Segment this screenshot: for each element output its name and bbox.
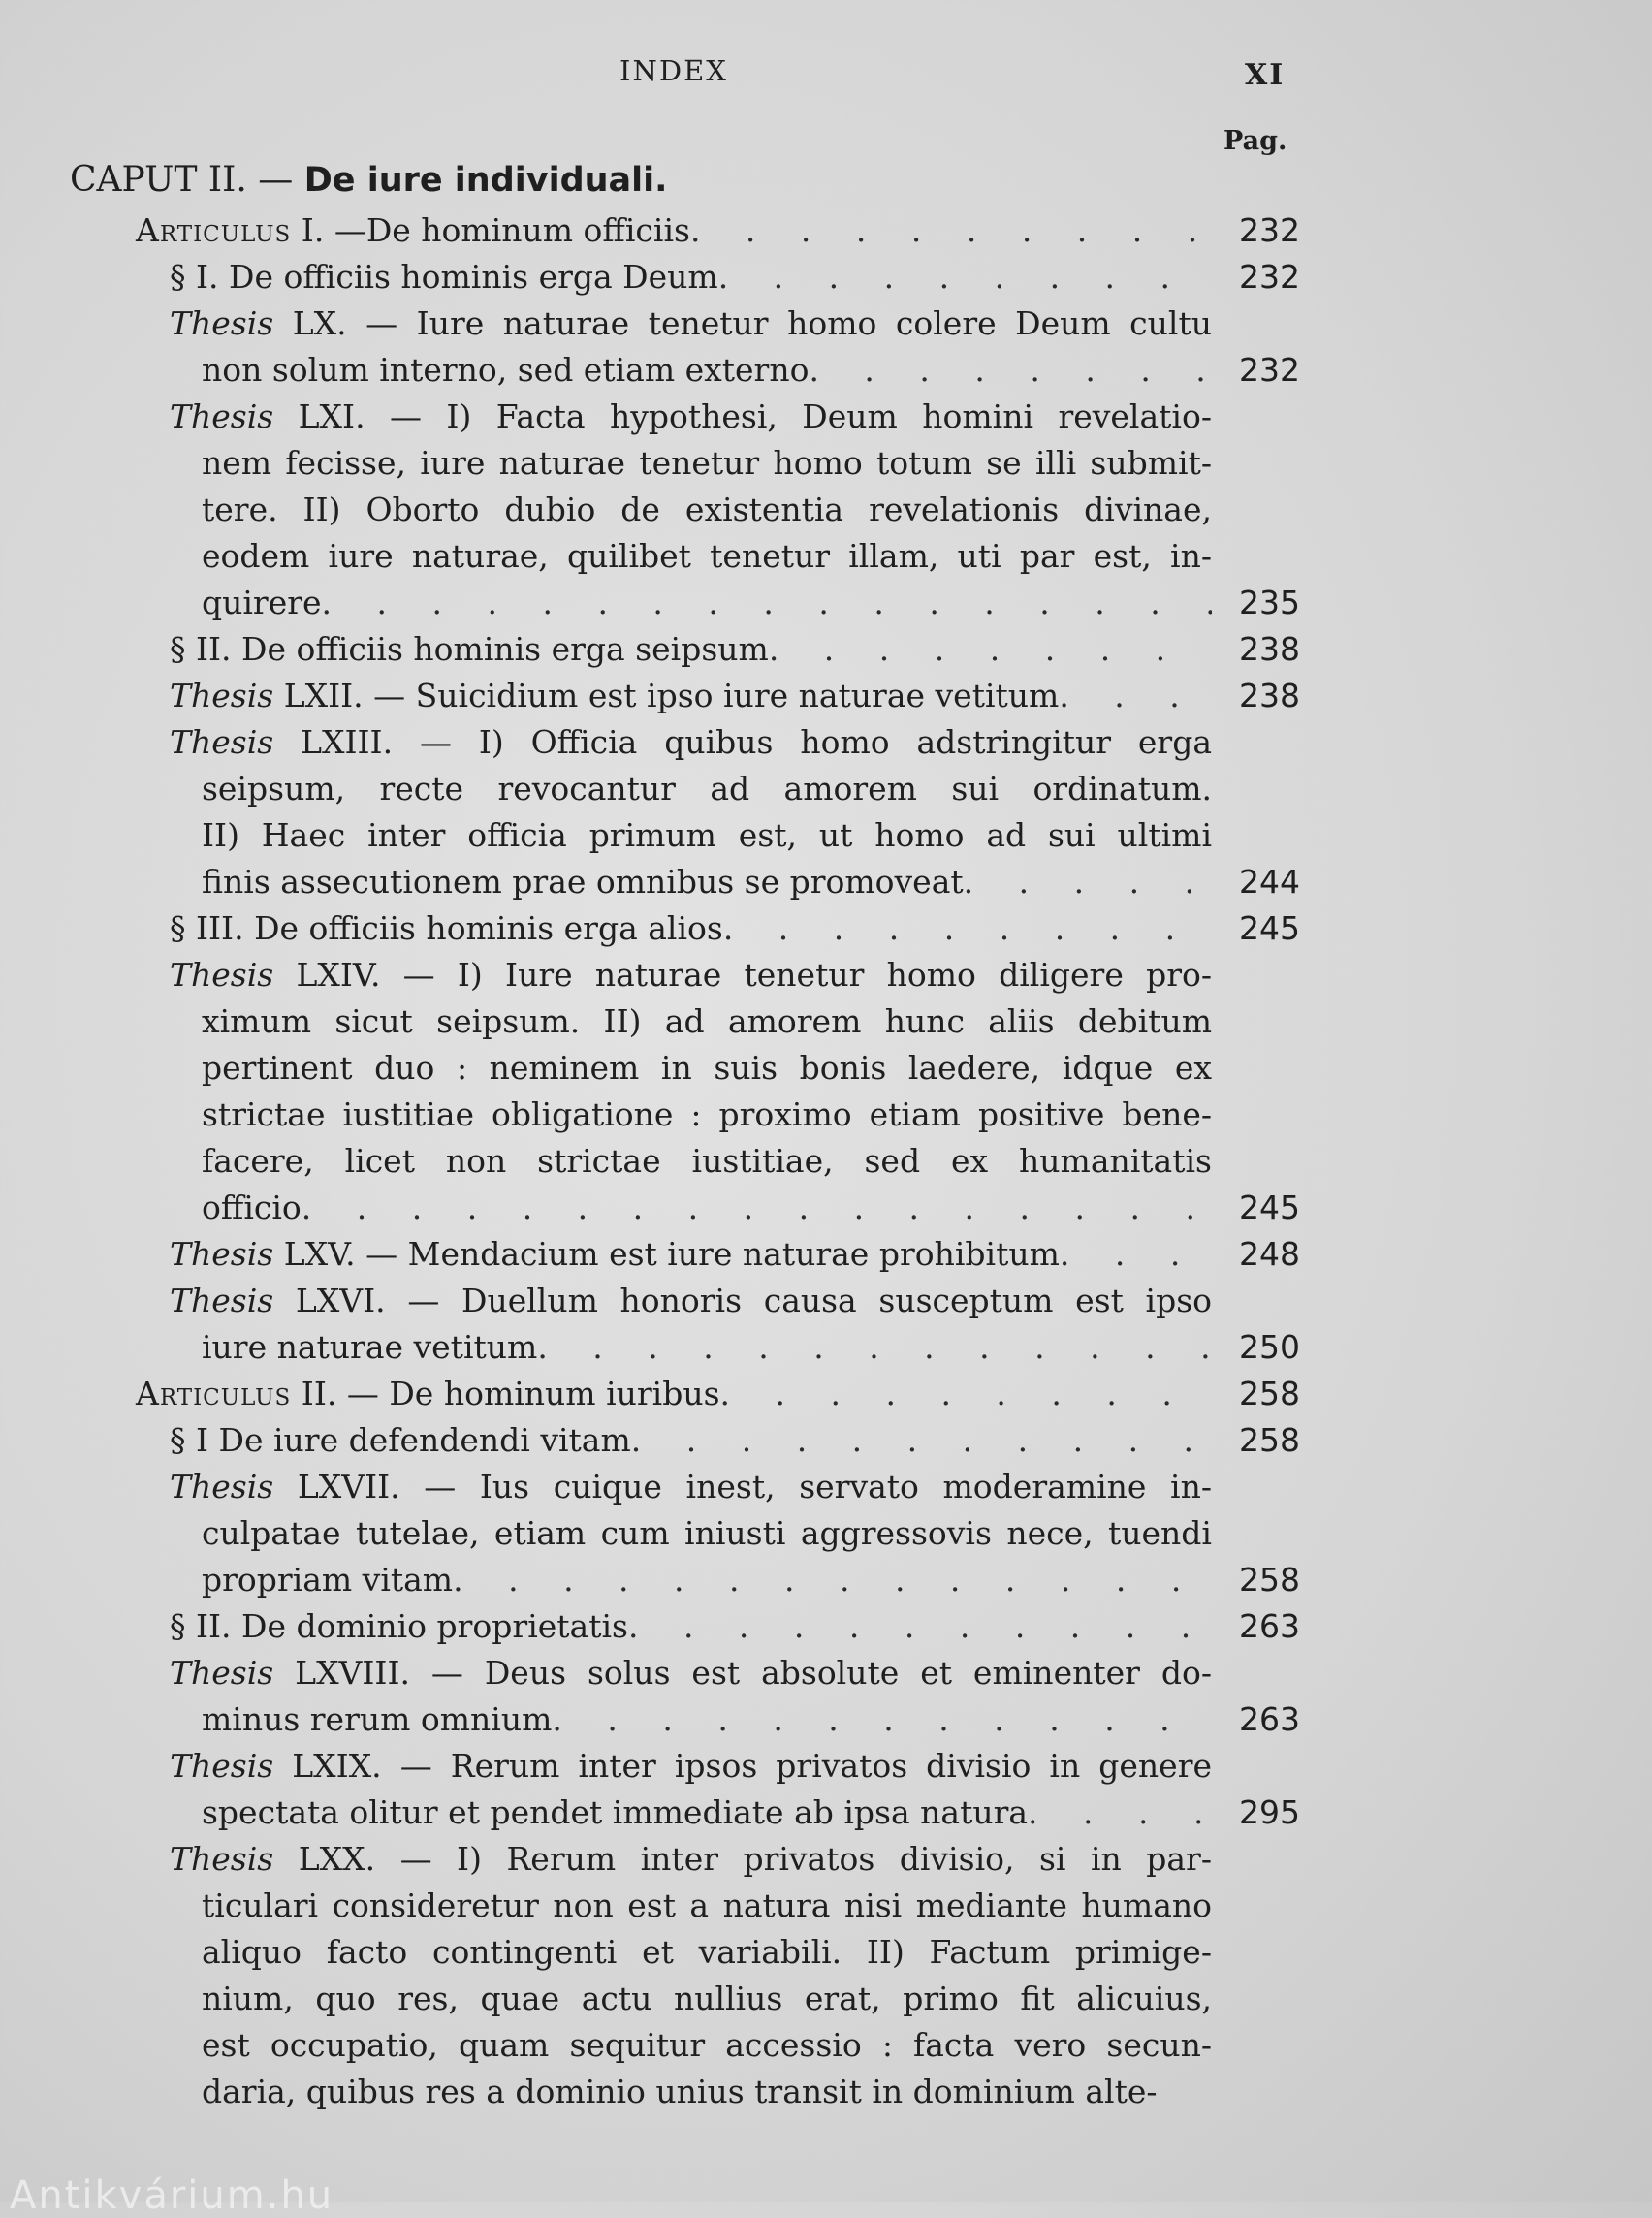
entry-text: spectata olitur et pendet immediate ab ipsa natura	[202, 1793, 1029, 1831]
entry-text: Thesis LXIII. — I) Officia quibus homo adstringitur erga	[170, 723, 1212, 761]
page-reference: 248	[1239, 1235, 1300, 1273]
dot-leader	[723, 905, 1212, 952]
entry-line	[202, 1138, 1212, 1185]
index-entry-section	[0, 1603, 1652, 1650]
index-entry-thesis	[0, 301, 1652, 394]
entry-line	[202, 1883, 1212, 1929]
entry-line	[202, 1790, 1300, 1836]
page-reference: 232	[1239, 258, 1300, 296]
entry-line	[170, 673, 1300, 719]
dot-leader	[628, 1603, 1212, 1650]
index-entries	[0, 207, 1652, 2115]
page-reference: 232	[1239, 351, 1300, 389]
page-reference: 258	[1239, 1561, 1300, 1599]
entry-line	[202, 487, 1212, 533]
entry-line	[170, 1743, 1212, 1790]
entry-text: § I. De officiis hominis erga Deum	[170, 258, 718, 296]
page-reference: 235	[1239, 584, 1300, 621]
entry-text: minus rerum omnium	[202, 1700, 553, 1738]
page-reference: 258	[1239, 1375, 1300, 1412]
thesis-label: Thesis	[170, 1654, 274, 1692]
entry-text: est occupatio, quam sequitur accessio : facta vero secun-	[202, 2026, 1212, 2064]
entry-line	[170, 1603, 1300, 1650]
entry-line	[202, 1557, 1300, 1603]
entry-line	[170, 254, 1300, 301]
index-entry-thesis	[0, 1836, 1652, 2115]
page-reference: 295	[1239, 1793, 1300, 1831]
entry-line	[202, 1510, 1212, 1557]
dot-leader	[1028, 1790, 1212, 1836]
entry-text: officio	[202, 1188, 302, 1226]
entry-text: § I De iure defendendi vitam	[170, 1421, 631, 1459]
entry-line	[202, 347, 1300, 394]
entry-text: Thesis LXVI. — Duellum honoris causa susceptum est ipso	[170, 1282, 1212, 1319]
entry-line	[202, 440, 1212, 487]
entry-line	[202, 2022, 1212, 2069]
entry-text: aliquo facto contingenti et variabili. II) Factum primige-	[202, 1933, 1212, 1971]
dot-leader	[718, 254, 1212, 301]
index-entry-thesis	[0, 673, 1652, 719]
entry-text: II) Haec inter officia primum est, ut homo ad sui ultimi	[202, 816, 1212, 854]
entry-text: nium, quo res, quae actu nullius erat, primo fit alicuius,	[202, 1980, 1212, 2017]
watermark-text: Antikvárium.hu	[10, 2173, 334, 2218]
page-reference: 245	[1239, 909, 1300, 947]
page-reference: 238	[1239, 630, 1300, 668]
entry-line	[170, 394, 1212, 440]
entry-line	[202, 1929, 1212, 1976]
entry-text: Thesis LX. — Iure naturae tenetur homo colere Deum cultu	[170, 304, 1212, 342]
entry-line	[202, 812, 1212, 859]
index-entry-thesis	[0, 952, 1652, 1231]
entry-text: eodem iure naturae, quilibet tenetur illam, uti par est, in-	[202, 537, 1212, 575]
entry-line	[170, 1650, 1212, 1696]
entry-line	[170, 952, 1212, 998]
entry-text: Thesis LXII. — Suicidium est ipso iure naturae vetitum	[170, 677, 1060, 714]
entry-line	[170, 719, 1212, 766]
entry-line	[170, 301, 1212, 347]
entry-line	[202, 859, 1300, 905]
entry-line	[202, 1976, 1212, 2022]
index-entry-thesis	[0, 394, 1652, 626]
thesis-label: Thesis	[170, 1282, 274, 1319]
entry-text: daria, quibus res a dominio unius transit in dominium alte-	[202, 2073, 1158, 2110]
entry-text: § II. De dominio proprietatis	[170, 1607, 628, 1645]
entry-text: quirere	[202, 584, 322, 621]
entry-line	[170, 1231, 1300, 1278]
dot-leader	[453, 1557, 1212, 1603]
dot-leader	[322, 580, 1212, 626]
entry-text: Articulus I. —De hominum officiis	[136, 211, 690, 249]
index-entry-section	[0, 626, 1652, 673]
entry-line	[202, 1324, 1300, 1371]
entry-text: Thesis LXI. — I) Facta hypothesi, Deum homini revelatio-	[170, 397, 1212, 435]
thesis-label: Thesis	[170, 1468, 274, 1505]
entry-line	[202, 2069, 1212, 2115]
index-entry-thesis	[0, 1278, 1652, 1371]
entry-line	[202, 533, 1212, 580]
page-reference: 244	[1239, 863, 1300, 901]
index-entry-section	[0, 254, 1652, 301]
thesis-label: Thesis	[170, 1747, 274, 1785]
entry-line	[202, 1092, 1212, 1138]
dot-leader	[769, 626, 1212, 673]
dot-leader	[720, 1371, 1212, 1417]
page-reference: 250	[1239, 1328, 1300, 1366]
entry-text: finis assecutionem prae omnibus se promoveat	[202, 863, 964, 901]
entry-line	[170, 1836, 1212, 1883]
entry-text: Thesis LXIV. — I) Iure naturae tenetur homo diligere pro-	[170, 956, 1212, 994]
page-reference: 232	[1239, 211, 1300, 249]
dot-leader	[631, 1417, 1212, 1464]
entry-text: nem fecisse, iure naturae tenetur homo totum se illi submit-	[202, 444, 1212, 482]
thesis-label: Thesis	[170, 304, 274, 342]
entry-line	[170, 1417, 1300, 1464]
entry-text: ticulari consideretur non est a natura nisi mediante humano	[202, 1886, 1212, 1924]
entry-line	[202, 580, 1300, 626]
thesis-label: Thesis	[170, 1840, 274, 1878]
index-entry-section	[0, 1417, 1652, 1464]
index-entry-thesis	[0, 1650, 1652, 1743]
entry-text: Thesis LXX. — I) Rerum inter privatos divisio, si in par-	[170, 1840, 1212, 1878]
dot-leader	[690, 207, 1212, 254]
entry-text: § III. De officiis hominis erga alios	[170, 909, 723, 947]
thesis-label: Thesis	[170, 397, 274, 435]
index-entry-thesis	[0, 1743, 1652, 1836]
entry-text: Thesis LXV. — Mendacium est iure naturae prohibitum	[170, 1235, 1060, 1273]
dot-leader	[537, 1324, 1212, 1371]
page-column-label: Pag.	[1223, 126, 1287, 156]
index-entry-thesis	[0, 719, 1652, 905]
entry-text: Articulus II. — De hominum iuribus	[136, 1375, 720, 1412]
page-reference: 263	[1239, 1607, 1300, 1645]
page-reference: 263	[1239, 1700, 1300, 1738]
index-entry-thesis	[0, 1231, 1652, 1278]
chapter-title: De iure individuali.	[303, 161, 668, 200]
entry-line	[170, 1278, 1212, 1324]
entry-text: tere. II) Oborto dubio de existentia revelationis divinae,	[202, 491, 1212, 528]
entry-line	[136, 207, 1300, 254]
entry-text: pertinent duo : neminem in suis bonis laedere, idque ex	[202, 1049, 1212, 1087]
entry-text: seipsum, recte revocantur ad amorem sui ordinatum.	[202, 770, 1212, 808]
entry-line	[202, 1045, 1212, 1092]
entry-line	[202, 766, 1212, 812]
entry-text: Thesis LXVII. — Ius cuique inest, servato moderamine in-	[170, 1468, 1212, 1505]
thesis-label: Thesis	[170, 677, 274, 714]
chapter-heading	[70, 160, 667, 200]
dot-leader	[1060, 1231, 1212, 1278]
entry-text: ximum sicut seipsum. II) ad amorem hunc aliis debitum	[202, 1002, 1212, 1040]
running-header: INDEX	[620, 54, 728, 87]
entry-line	[202, 1185, 1300, 1231]
entry-line	[202, 1696, 1300, 1743]
thesis-label: Thesis	[170, 956, 274, 994]
index-entry-thesis	[0, 1464, 1652, 1603]
entry-text: propriam vitam	[202, 1561, 454, 1599]
thesis-label: Thesis	[170, 723, 274, 761]
entry-line	[136, 1371, 1300, 1417]
entry-text: Thesis LXVIII. — Deus solus est absolute et eminenter do-	[170, 1654, 1212, 1692]
index-entry-articulus	[0, 207, 1652, 254]
dot-leader	[552, 1696, 1212, 1743]
header-page-number: XI	[1245, 58, 1286, 92]
entry-text: facere, licet non strictae iustitiae, sed ex humanitatis	[202, 1142, 1212, 1180]
entry-text: non solum interno, sed etiam externo	[202, 351, 810, 389]
entry-line	[202, 998, 1212, 1045]
entry-line	[170, 905, 1300, 952]
entry-line	[170, 1464, 1212, 1510]
entry-text: strictae iustitiae obligatione : proximo etiam positive bene-	[202, 1095, 1212, 1133]
index-entry-articulus	[0, 1371, 1652, 1417]
entry-line	[170, 626, 1300, 673]
page-reference: 245	[1239, 1188, 1300, 1226]
page-reference: 258	[1239, 1421, 1300, 1459]
entry-text: § II. De officiis hominis erga seipsum	[170, 630, 769, 668]
dot-leader	[302, 1185, 1212, 1231]
dot-leader	[1059, 673, 1212, 719]
entry-text: Thesis LXIX. — Rerum inter ipsos privatos divisio in genere	[170, 1747, 1212, 1785]
entry-text: culpatae tutelae, etiam cum iniusti aggressovis nece, tuendi	[202, 1514, 1212, 1552]
thesis-label: Thesis	[170, 1235, 274, 1273]
entry-text: iure naturae vetitum	[202, 1328, 538, 1366]
index-entry-section	[0, 905, 1652, 952]
dot-leader	[964, 859, 1212, 905]
page-reference: 238	[1239, 677, 1300, 714]
dot-leader	[809, 347, 1212, 394]
chapter-prefix: CAPUT II. —	[70, 160, 294, 200]
